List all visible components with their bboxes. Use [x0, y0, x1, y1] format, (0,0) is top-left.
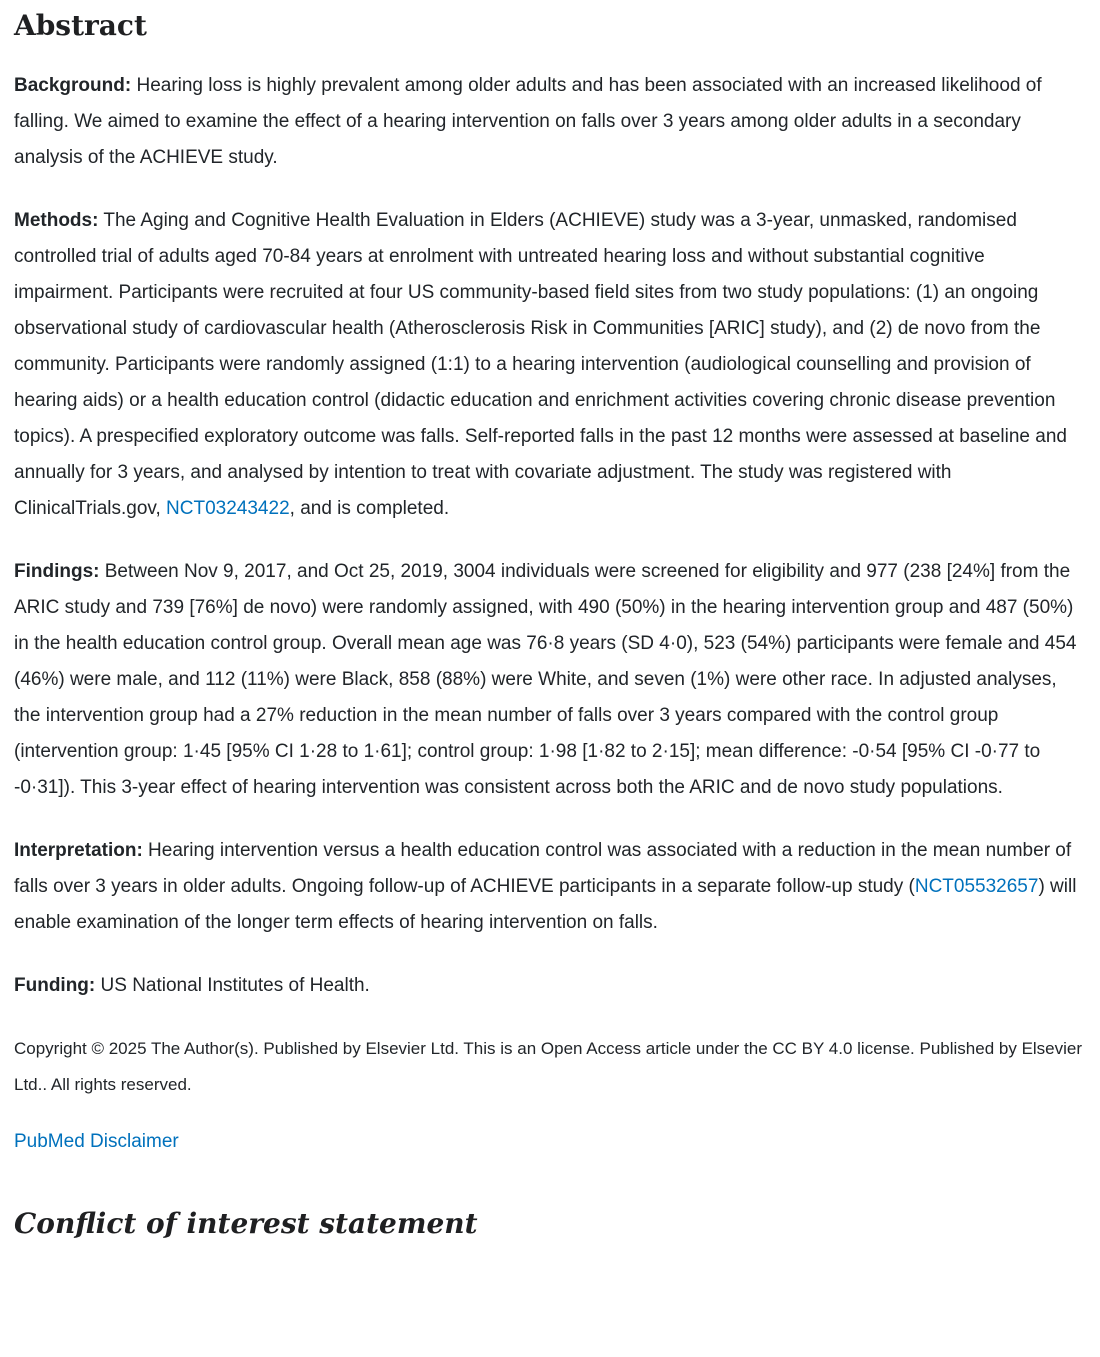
- conflict-of-interest-heading: Conflict of interest statement: [14, 1207, 478, 1241]
- abstract-section: [14, 8, 1086, 1154]
- interpretation-text-after-link: ) will enable examination of the longer term effects of hearing intervention on falls.: [14, 876, 1077, 934]
- findings-label: Findings:: [14, 561, 100, 583]
- findings-text: Between Nov 9, 2017, and Oct 25, 2019, 3004 individuals were screened for eligibility and 977 (238 [24%] from the ARIC study and 739 [76%] de novo) were randomly assigned, with 490 (50%) in the hearing intervention group and 487 (50%) in the health education control group. Overall mean age was 76·8 years (SD 4·0), 523 (54%) participants were female and 454 (46%) were male, and 112 (11%) were Black, 858 (88%) were White, and seven (1%) were other race. In adjusted analyses, the intervention group had a 27% reduction in the mean number of falls over 3 years compared with the control group (intervention group: 1·45 [95% CI 1·28 to 1·61]; control group: 1·98 [1·82 to 2·15]; mean difference: -0·54 [95% CI -0·77 to -0·31]). This 3-year effect of hearing intervention was consistent across both the ARIC and de novo study populations.: [14, 561, 1077, 799]
- background-paragraph: [14, 68, 1086, 176]
- background-label: Background:: [14, 75, 132, 97]
- funding-text: US National Institutes of Health.: [95, 975, 370, 997]
- interpretation-paragraph: [14, 833, 1086, 941]
- background-text: Hearing loss is highly prevalent among older adults and has been associated with an increased likelihood of falling. We aimed to examine the effect of a hearing intervention on falls over 3 years among older adults in a secondary analysis of the ACHIEVE study.: [14, 75, 1042, 169]
- clinicaltrials-nct05532657-link[interactable]: NCT05532657: [914, 876, 1039, 898]
- interpretation-text-before-link: Hearing intervention versus a health education control was associated with a reduction in the mean number of falls over 3 years in older adults. Ongoing follow-up of ACHIEVE participants in a separate follow-up study (: [14, 840, 1072, 898]
- findings-paragraph: [14, 554, 1086, 806]
- methods-label: Methods:: [14, 210, 99, 232]
- methods-paragraph: [14, 203, 1086, 527]
- funding-paragraph: [14, 968, 1086, 1004]
- pubmed-disclaimer-link[interactable]: PubMed Disclaimer: [14, 1131, 179, 1153]
- funding-label: Funding:: [14, 975, 96, 997]
- conflict-of-interest-section: [14, 1206, 1086, 1242]
- clinicaltrials-nct03243422-link[interactable]: NCT03243422: [166, 498, 290, 520]
- abstract-heading: Abstract: [14, 9, 147, 42]
- methods-text-before-link: The Aging and Cognitive Health Evaluation in Elders (ACHIEVE) study was a 3-year, unmasked, randomised controlled trial of adults aged 70-84 years at enrolment with untreated hearing loss and without substantial cognitive impairment. Participants were recruited at four US community-based field sites from two study populations: (1) an ongoing observational study of cardiovascular health (Atherosclerosis Risk in Communities [ARIC] study), and (2) de novo from the community. Participants were randomly assigned (1:1) to a hearing intervention (audiological counselling and provision of hearing aids) or a health education control (didactic education and enrichment activities covering chronic disease prevention topics). A prespecified exploratory outcome was falls. Self-reported falls in the past 12 months were assessed at baseline and annually for 3 years, and analysed by intention to treat with covariate adjustment. The study was registered with ClinicalTrials.gov,: [14, 210, 1067, 520]
- methods-text-after-link: , and is completed.: [289, 498, 450, 520]
- copyright-notice: Copyright © 2025 The Author(s). Published by Elsevier Ltd. This is an Open Access article under the CC BY 4.0 license. Published by Elsevier Ltd.. All rights reserved.: [14, 1039, 1083, 1095]
- interpretation-label: Interpretation:: [14, 840, 143, 862]
- disclaimer-row: [14, 1130, 1086, 1154]
